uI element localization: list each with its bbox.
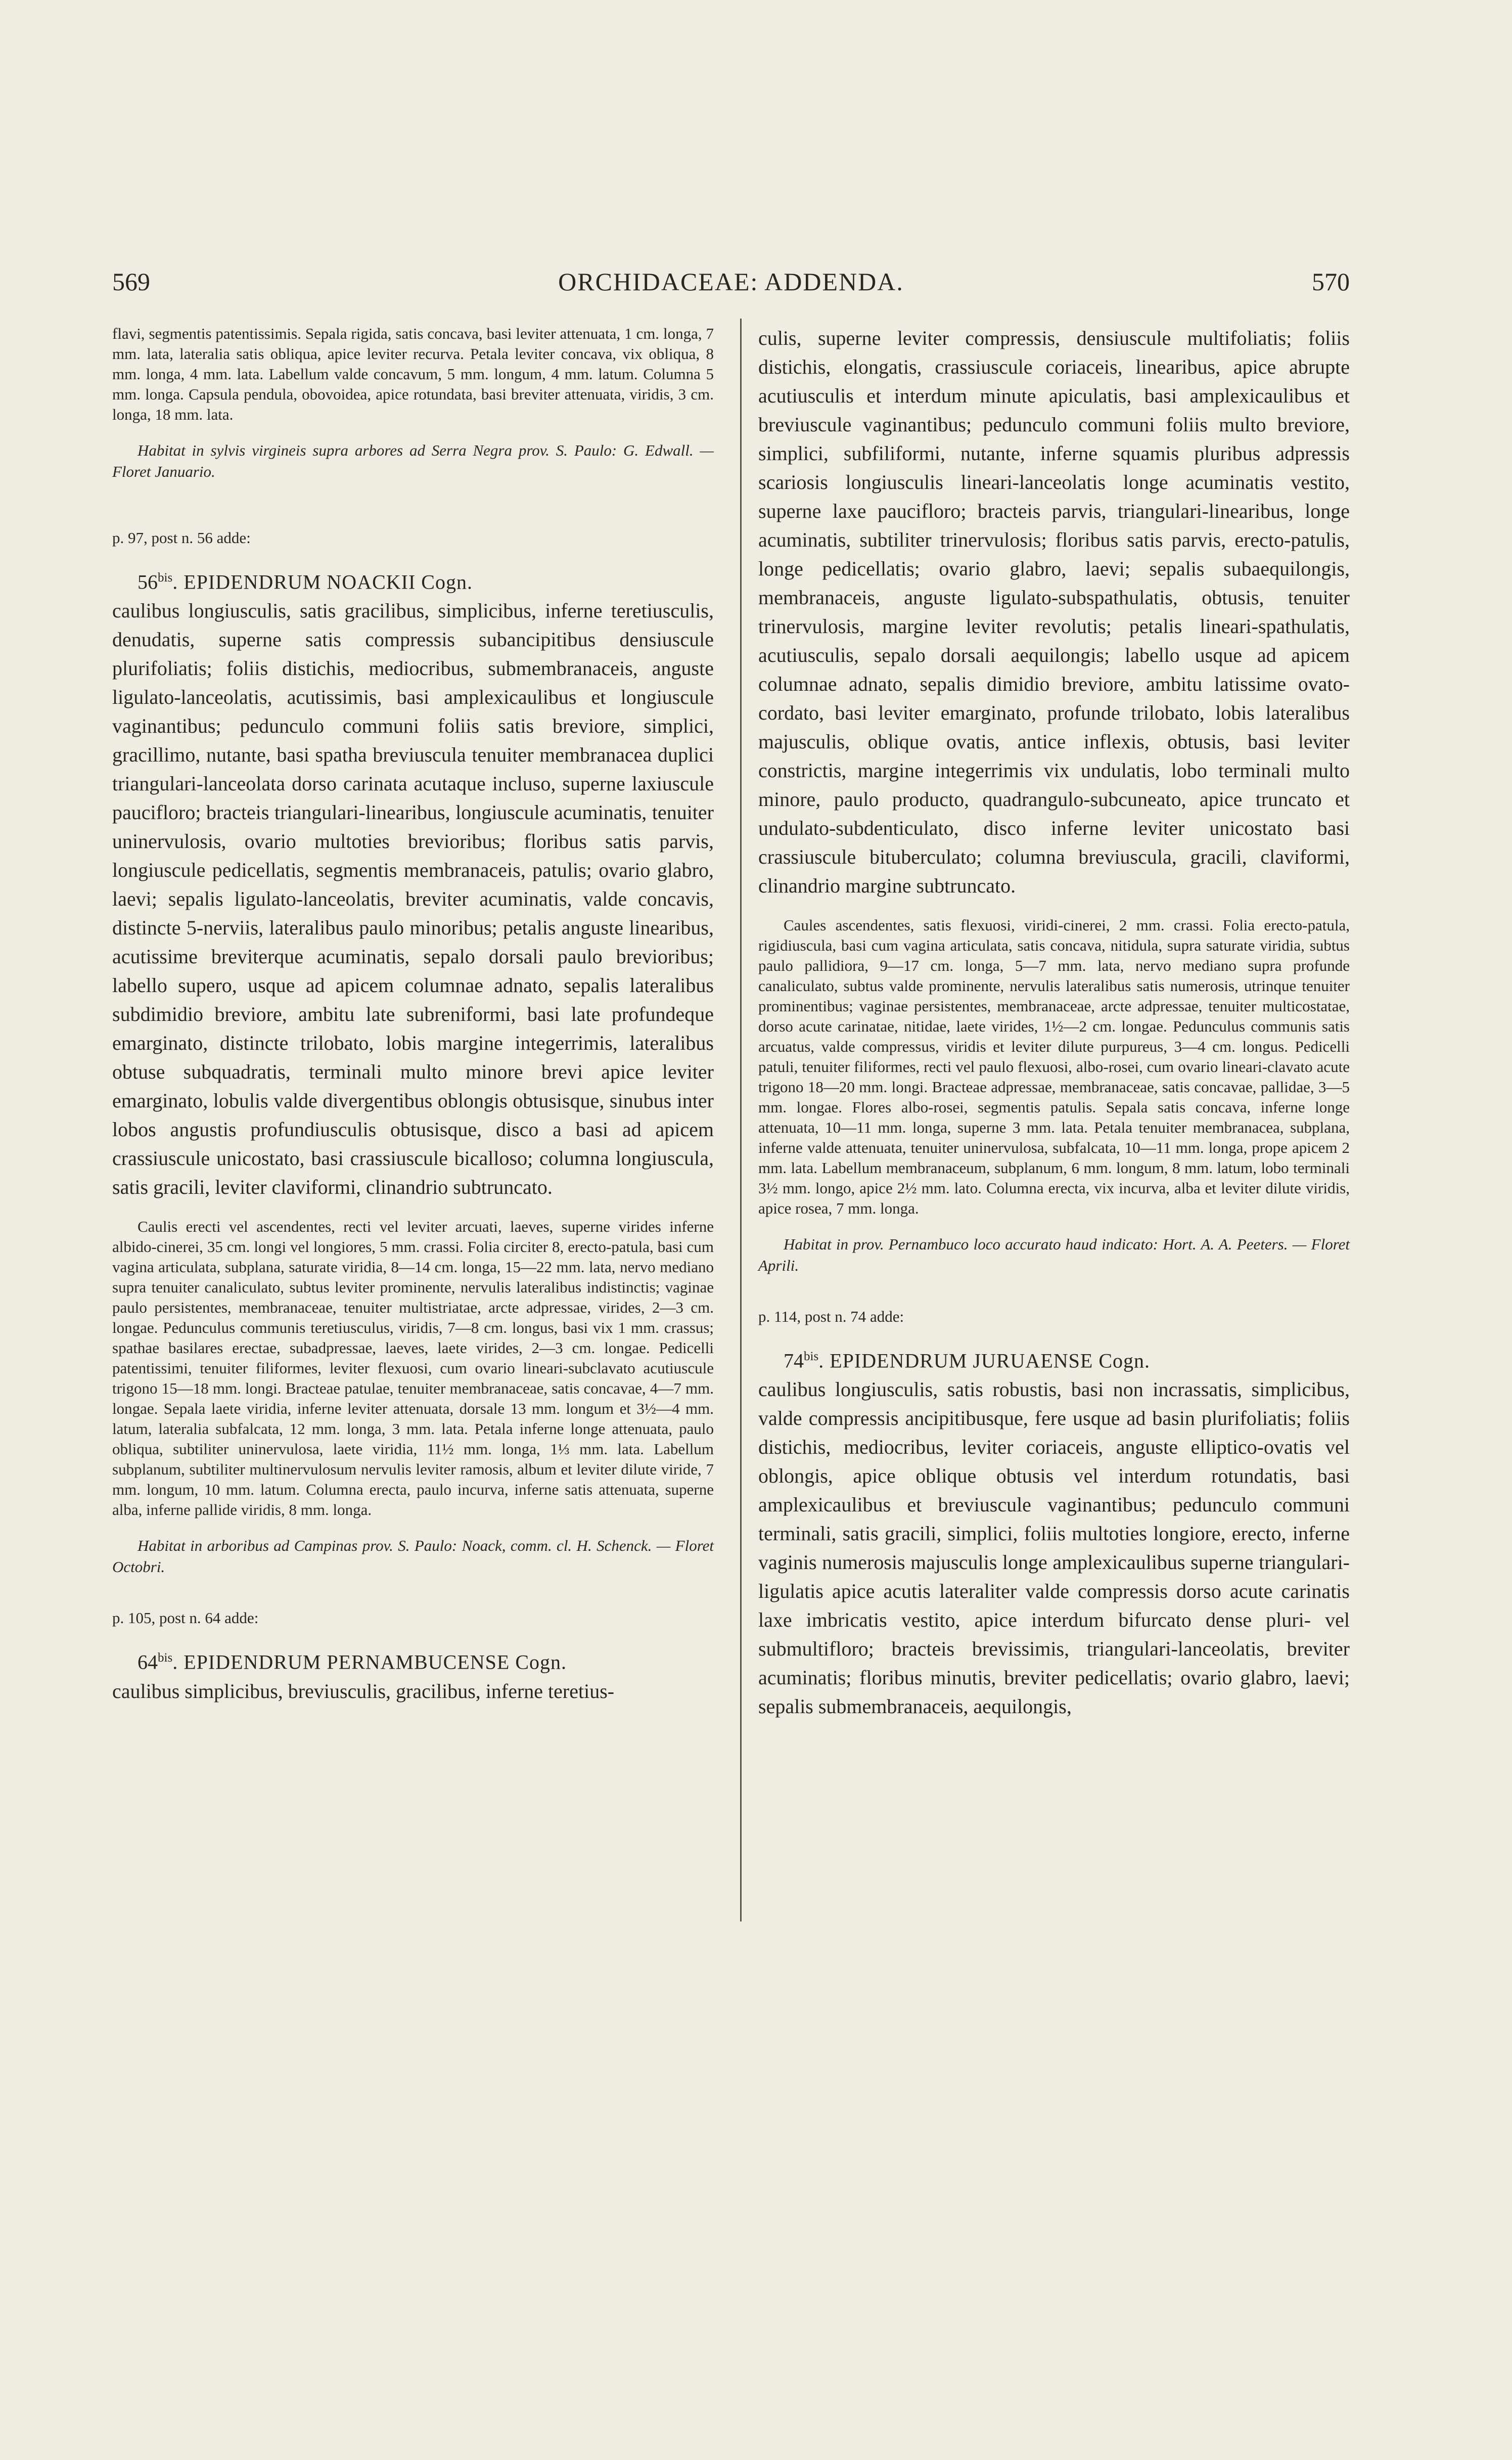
species-diagnosis: caulibus longiusculis, satis gracilibus, simplicibus, inferne teretiusculis, denudatis, superne satis compressis subancipitibus densiuscule plurifoliatis; foliis distichis, mediocribus, submembranaceis, anguste ligulato-lanceolatis, acutissimis, basi amplexicaulibus et longiuscule vaginantibus; pedunculo communi foliis satis breviore, simplici, gracillimo, nutante, basi spatha breviuscula tenuiter membranacea duplici triangulari-lanceolata dorso carinata acutaque incluso, superne laxiuscule paucifloro; bracteis triangulari-linearibus, longiuscule acuminatis, tenuiter uninervulosis, ovario multoties brevioribus; floribus satis parvis, longiuscule pedicellatis, segmentis membranaceis, patulis; ovario glabro, laevi; sepalis ligulato-lanceolatis, breviter acuminatis, valde concavis, distincte 5-nerviis, lateralibus paulo minoribus; petalis anguste linearibus, acutissime breviterque acuminatis, sepalo dorsali paulo brevioribus; labello supero, usque ad apicem columnae adnato, sepalis lateralibus subdimidio breviore, ambitu late subreniformi, basi late profundeque emarginato, distincte trilobato, lobis margine integerrimis, lateralibus obtuse subquadratis, terminali multo minore brevi apice leviter emarginato, lobulis valde divergentibus oblongis obtusisque, sinubus inter lobos angustis profundiusculis obtusisque, disco a basi ad apicem crassiuscule unicostato, basi crassiuscule bicalloso; columna longiuscula, satis gracili, leviter claviformi, clinandrio subtruncato. [112, 599, 714, 1199]
right-column [758, 324, 1350, 1721]
species-number: 74 [784, 1349, 804, 1372]
capsule-description: flavi, segmentis patentissimis. Sepala rigida, satis concava, basi leviter attenuata, 1 cm. longa, 7 mm. lata, lateralia satis obliqua, apice leviter recurva. Petala leviter concava, vix obliqua, 8 mm. longa, 4 mm. lata. Labellum valde concavum, 5 mm. longum, 4 mm. latum. Columna 5 mm. longa. Capsula pendula, obovoidea, apice rotundata, basi breviter attenuata, viridis, 3 cm. longa, 18 mm. lata. [112, 325, 714, 423]
species-number-suffix: bis [158, 571, 173, 585]
page-number-right: 570 [1312, 267, 1350, 296]
species-name: . EPIDENDRUM PERNAMBUCENSE Cogn. [172, 1650, 567, 1674]
habitat-note: Habitat in prov. Pernambuco loco accurato haud indicato: Hort. A. A. Peeters. — Floret Aprili. [758, 1235, 1350, 1274]
page-number-left: 569 [112, 267, 150, 296]
species-description: Caulis erecti vel ascendentes, recti vel leviter arcuati, laeves, superne virides inferne albido-cinerei, 35 cm. longi vel longiores, 5 mm. crassi. Folia circiter 8, erecto-patula, basi cum vagina articulata, subplana, saturate viridia, 8—14 cm. longa, 15—22 mm. lata, nervo mediano supra tenuiter canaliculato, subtus leviter prominente, nervulis lateralibus indistinctis; vaginae paulo persistentes, membranaceae, tenuiter multistriatae, arcte adpressae, virides, 2—3 cm. longae. Pedunculus communis teretiusculus, viridis, 7—8 cm. longus, basi vix 1 mm. crassus; spathae basilares erectae, subadpressae, laeves, laete virides, 2—3 cm. longae. Pedicelli patentissimi, tenuiter filiformes, leviter flexuosi, cum ovario lineari-subclavato acutiuscule trigono 15—18 mm. longi. Bracteae patulae, tenuiter membranaceae, satis concavae, 4—7 mm. longae. Sepala laete viridia, inferne leviter attenuata, dorsale 13 mm. longum et 3½—4 mm. latum, lateralia subfalcata, 12 mm. longa, 3 mm. lata. Petala inferne longe attenuata, paulo obliqua, subtiliter uninervulosa, laete viridia, 11½ mm. longa, 1⅓ mm. lata. Labellum subplanum, subtiliter multinervulosum nervulis leviter ramosis, album et leviter dilute viride, 7 mm. longum, 10 mm. latum. Columna erecta, paulo incurva, inferne satis attenuata, superne alba, inferne pallide viridis, 8 mm. longa. [112, 1218, 714, 1519]
species-name: . EPIDENDRUM JURUAENSE Cogn. [818, 1349, 1150, 1372]
page-reference: p. 97, post n. 56 adde: [112, 529, 251, 547]
left-column [112, 324, 714, 1706]
page-reference: p. 105, post n. 64 adde: [112, 1609, 259, 1627]
species-number-suffix: bis [804, 1350, 819, 1363]
species-diagnosis: caulibus simplicibus, breviusculis, gracilibus, inferne teretius- [112, 1679, 615, 1703]
species-number-suffix: bis [158, 1651, 173, 1665]
species-number: 64 [138, 1650, 158, 1674]
species-heading-pernambucense [112, 1643, 714, 1676]
running-title: ORCHIDACEAE: ADDENDA. [558, 267, 904, 296]
species-heading-noackii [112, 563, 714, 596]
habitat-note: Habitat in sylvis virgineis supra arbores ad Serra Negra prov. S. Paulo: G. Edwall. — Floret Januario. [112, 441, 714, 480]
habitat-note: Habitat in arboribus ad Campinas prov. S. Paulo: Noack, comm. cl. H. Schenck. — Floret Octobri. [112, 1537, 714, 1576]
species-number: 56 [138, 570, 158, 594]
species-diagnosis: caulibus longiusculis, satis robustis, basi non incrassatis, simplicibus, valde compressis ancipitibusque, fere usque ad basin plurifoliatis; foliis distichis, mediocribus, leviter coriaceis, anguste elliptico-ovatis vel oblongis, apice oblique obtusis vel interdum rotundatis, basi amplexicaulibus et breviuscule vaginantibus; pedunculo communi terminali, satis gracili, simplici, foliis multoties longiore, erecto, inferne vaginis numerosis majusculis longe amplexicaulibus superne triangulari-ligulatis apice acutis lateraliter valde compressis dorso acute carinatis laxe imbricatis vestito, apice interdum bifurcato dense pluri- vel submultifloro; bracteis brevissimis, triangulari-lanceolatis, breviter acuminatis; floribus minutis, breviter pedicellatis; ovario glabro, laevi; sepalis submembranaceis, aequilongis, [758, 1378, 1350, 1718]
species-diagnosis-continued: culis, superne leviter compressis, densiuscule multifoliatis; foliis distichis, elongatis, crassiuscule coriaceis, linearibus, apice abrupte acutiusculis et interdum minute apiculatis, basi amplexicaulibus et breviuscule vaginantibus; pedunculo communi foliis multo breviore, simplici, subfiliformi, nutante, inferne squamis pluribus adpressis scariosis longiusculis lineari-lanceolatis longe acuminatis vestito, superne laxe paucifloro; bracteis parvis, triangulari-linearibus, longe acuminatis, subtiliter trinervulosis; floribus satis parvis, erecto-patulis, longe pedicellatis; ovario glabro, laevi; sepalis subaequilongis, membranaceis, anguste ligulato-subspathulatis, obtusis, tenuiter trinervulosis, margine leviter revolutis; petalis lineari-spathulatis, acutiusculis, sepalo dorsali aequilongis; labello usque ad apicem columnae adnato, sepalis dimidio breviore, ambitu latissime ovato-cordato, basi leviter emarginato, profunde trilobato, lobis lateralibus majusculis, oblique ovatis, antice inflexis, obtusis, basi leviter constrictis, margine integerrimis vix undulatis, lobo terminali multo minore, paulo producto, quadrangulo-subcuneato, apice truncato et undulato-subdenticulato, disco inferne leviter unicostato basi crassiuscule bituberculato; columna breviuscula, gracili, claviformi, clinandrio margine subtruncato. [758, 327, 1350, 897]
species-heading-juruaense [758, 1342, 1350, 1375]
running-header [112, 267, 1350, 302]
page-reference: p. 114, post n. 74 adde: [758, 1308, 904, 1325]
species-description: Caules ascendentes, satis flexuosi, viridi-cinerei, 2 mm. crassi. Folia erecto-patula, rigidiuscula, basi cum vagina articulata, satis concava, nitidula, supra saturate viridia, subtus paulo pallidiora, 9—17 cm. longa, 5—7 mm. lata, nervo mediano supra profunde canaliculato, subtus valde prominente, nervulis lateralibus satis numerosis, utrinque tenuiter prominentibus; vaginae persistentes, membranaceae, arcte adpressae, tenuiter multicostatae, dorso acute carinatae, nitidae, laete virides, 1½—2 cm. longae. Pedunculus communis satis arcuatus, valde compressus, viridis et leviter dilute purpureus, 3—4 cm. longus. Pedicelli patuli, tenuiter filiformes, recti vel paulo flexuosi, albo-rosei, cum ovario lineari-clavato acute trigono 18—20 mm. longi. Bracteae adpressae, membranaceae, satis concavae, pallidae, 3—5 mm. longae. Flores albo-rosei, segmentis patulis. Sepala satis concava, inferne longe attenuata, 10—11 mm. longa, superne 3 mm. lata. Petala tenuiter membranacea, subplana, inferne valde attenuata, tenuiter uninervulosa, subfalcata, 10—11 mm. longa, prope apicem 2 mm. lata. Labellum membranaceum, subplanum, 6 mm. longum, 8 mm. latum, lobo terminali 3½ mm. longo, apice 2½ mm. lato. Columna erecta, vix incurva, alba et leviter dilute viridis, apice rosea, 7 mm. longa. [758, 916, 1350, 1217]
column-divider [740, 319, 742, 1921]
species-name: . EPIDENDRUM NOACKII Cogn. [172, 570, 473, 594]
